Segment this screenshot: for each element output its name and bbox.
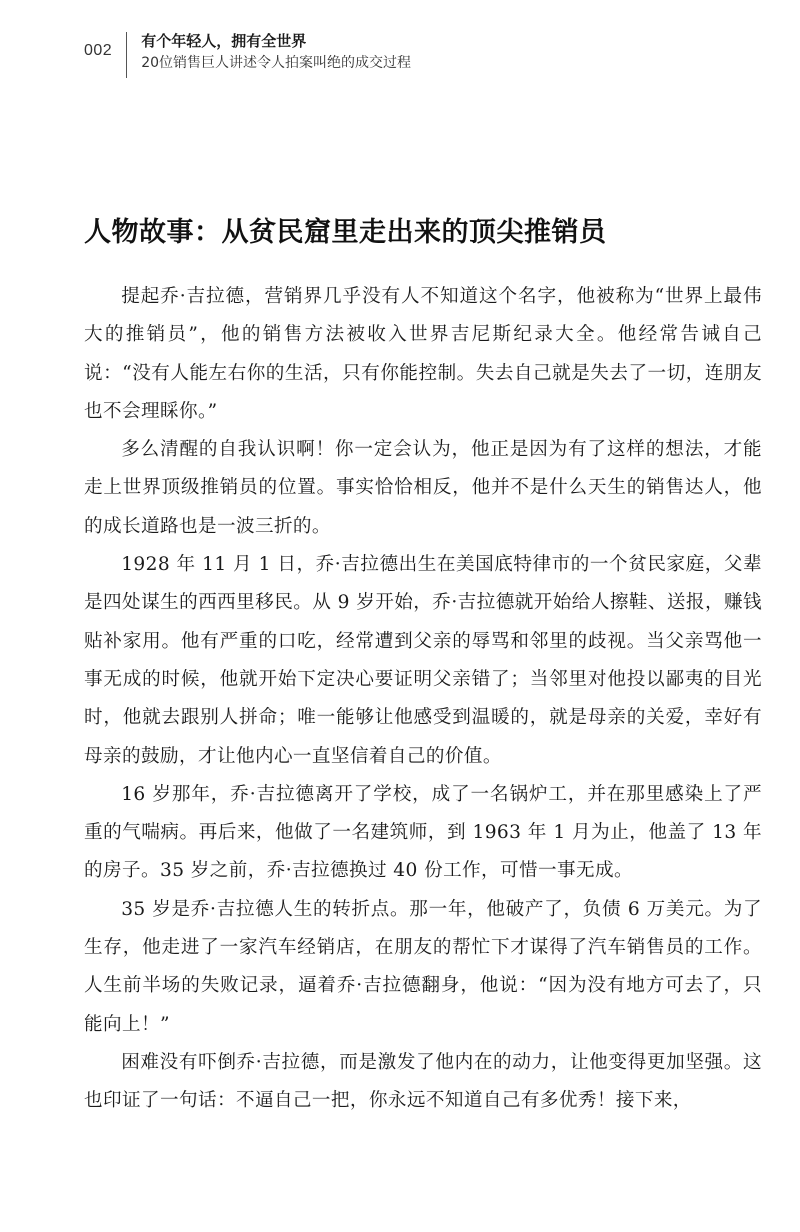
book-title: 有个年轻人，拥有全世界 bbox=[141, 32, 307, 50]
book-subtitle: 20位销售巨人讲述令人拍案叫绝的成交过程 bbox=[141, 55, 412, 71]
header-titles bbox=[141, 30, 411, 74]
paragraph: 多么清醒的自我认识啊！你一定会认为，他正是因为有了这样的想法，才能走上世界顶级推销员的位置。事实恰恰相反，他并不是什么天生的销售达人，他的成长道路也是一波三折的。 bbox=[84, 439, 762, 537]
paragraph: 困难没有吓倒乔·吉拉德，而是激发了他内在的动力，让他变得更加坚强。这也印证了一句话：不逼自己一把，你永远不知道自己有多优秀！接下来， bbox=[84, 1051, 762, 1112]
page-number: 002 bbox=[84, 42, 113, 59]
paragraph: 16 岁那年，乔·吉拉德离开了学校，成了一名锅炉工，并在那里感染上了严重的气喘病。再后来，他做了一名建筑师，到 1963 年 1 月为止，他盖了 13 年的房子。35 岁之前，乔·吉拉德换过 40 份工作，可惜一事无成。 bbox=[84, 783, 762, 882]
chapter-title: 人物故事：从贫民窟里走出来的顶尖推销员 bbox=[84, 217, 607, 248]
body-text bbox=[84, 278, 762, 1121]
running-header bbox=[84, 30, 411, 78]
paragraph: 提起乔·吉拉德，营销界几乎没有人不知道这个名字，他被称为“世界上最伟大的推销员”，他的销售方法被收入世界吉尼斯纪录大全。他经常告诫自己说：“没有人能左右你的生活，只有你能控制。失去自己就是失去了一切，连朋友也不会理睬你。” bbox=[84, 286, 762, 422]
header-divider bbox=[126, 32, 127, 78]
paragraph: 1928 年 11 月 1 日，乔·吉拉德出生在美国底特律市的一个贫民家庭，父辈是四处谋生的西西里移民。从 9 岁开始，乔·吉拉德就开始给人擦鞋、送报，赚钱贴补家用。他有严重的口吃，经常遭到父亲的辱骂和邻里的歧视。当父亲骂他一事无成的时候，他就开始下定决心要证明父亲错了；当邻里对他投以鄙夷的目光时，他就去跟别人拼命；唯一能够让他感受到温暖的，就是母亲的关爱，幸好有母亲的鼓励，才让他内心一直坚信着自己的价值。 bbox=[84, 554, 762, 767]
paragraph: 35 岁是乔·吉拉德人生的转折点。那一年，他破产了，负债 6 万美元。为了生存，他走进了一家汽车经销店，在朋友的帮忙下才谋得了汽车销售员的工作。人生前半场的失败记录，逼着乔·吉拉德翻身，他说：“因为没有地方可去了，只能向上！” bbox=[84, 898, 762, 1035]
